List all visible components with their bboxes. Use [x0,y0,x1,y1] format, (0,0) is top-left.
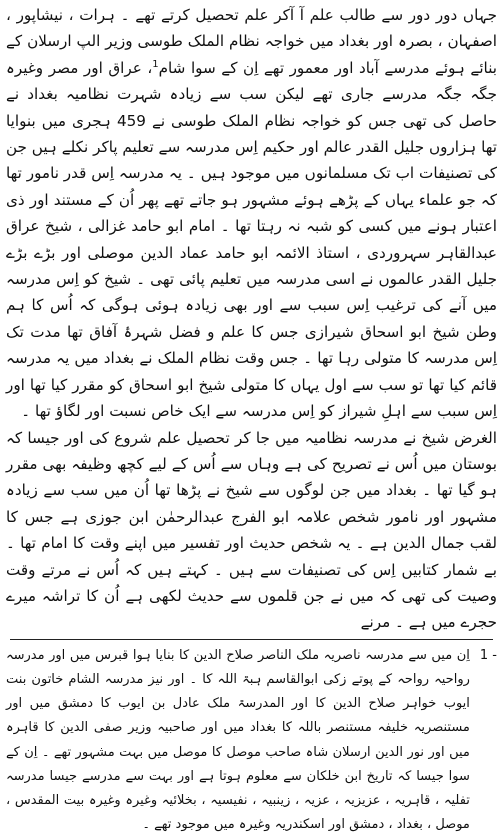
footnote-divider [10,639,493,640]
paragraph-text: جہاں دور دور سے طالب علم آ آکر علم تحصیل کرتے تھے ۔ ہرات ، نیشاپور ، اصفہان ، بصرہ اور بغداد میں خواجہ نظام الملک طوسی وزیر الپ ارسلان کے بنائے ہوئے مدرسے آباد اور معمور تھے اِن کے سوا شام [6,6,497,77]
paragraph [6,2,497,425]
footnote [6,644,497,837]
footnote-reference[interactable]: 1 [152,58,159,70]
paragraph: الغرض شیخ نے مدرسہ نظامیہ میں جا کر تحصیل علم شروع کی اور جیسا کہ بوستان میں اُس نے تصریح کی ہے وہاں سے اُس کے لیے کچھ وظیفہ بھی مقرر ہو گیا تھا ۔ بغداد میں جن لوگوں سے شیخ نے پڑھا تھا اُن میں سب سے زیادہ مشہور اور نامور شخص علامہ ابو الفرج عبدالرحمٰن ابن جوزی ہے جس کا لقب جمال الدین ہے ۔ یہ شخص حدیث اور تفسیر میں اپنے وقت کا امام تھا ۔ بے شمار کتابیں اِس کی تصنیفات سے ہیں ۔ کہتے ہیں کہ اُس نے مرتے وقت وصیت کی تھی کہ میں نے جن قلموں سے حدیث لکھی ہے اُن کا تراشہ میرے حجرے میں ہے ۔ مرنے [6,428,497,632]
main-text [6,2,497,636]
paragraph-text: ، عراق اور مصر وغیرہ جگہ جگہ مدرسے جاری تھے لیکن سب سے زیادہ شہرت نظامیہ بغداد نے حاصل کی تھی جس کو خواجہ نظام الملک طوسی نے 459 ہجری میں بنوایا تھا ہزاروں جلیل القدر عالم اور حکیم اِس مدرسہ سے تعلیم پاکر نکلے ہیں جن کی تصنیفات اب تک مسلمانوں میں موجود ہیں ۔ یہ مدرسہ اِس قدر نامور تھا کہ جو علماء یہاں کے پڑھے ہوئے مشہور ہو جاتے تھے پھر اُن کے مستند اور ذی اعتبار ہونے میں کسی کو شبہ نہ رہتا تھا ۔ امام ابو حامد غزالی ، شیخ عراق عبدالقاہر سہروردی ، استاذ الائمہ ابو حامد عماد الدین موصلی اور بڑے بڑے جلیل القدر عالموں نے اسی مدرسہ میں تعلیم پائی تھی ۔ شیخ کو اِس مدرسہ میں آنے کی ترغیب اِس سبب سے اور بھی زیادہ ہوئی ہوگی کہ اُس کا ہم وطن شیخ ابو اسحاق شیرازی جس کا علم و فضل شہرۂ آفاق تھا مدت تک اِس مدرسہ کا متولی رہا تھا ۔ جس وقت نظام الملک نے بغداد میں یہ مدرسہ قائم کیا تھا تو سب سے اول یہاں کا متولی شیخ ابو اسحاق کو مقرر کیا تھا اور اِس سبب سے اہلِ شیراز کو اِس مدرسہ سے ایک خاص نسبت اور لگاؤ تھا ۔ [6,58,497,421]
footnote-number: 1 - [479,647,497,663]
footnotes [6,644,497,837]
footnote-text: اِن میں سے مدرسہ ناصریہ ملک الناصر صلاح الدین کا بنایا ہوا قبرس میں اور مدرسہ رواحیہ رواحہ کے پوتے زکی ابوالقاسم ہبۃ اللہ کا ۔ اور نیز مدرسہ الشام خاتون بنت ایوب خواہر صلاح الدین کا اور المدرسۃ ملک عادل بن ایوب کا دمشق میں اور مستنصریہ خلیفہ مستنصر باللہ کا بغداد میں اور صاحبیہ وزیر صفی الدین کا قاہرہ میں اور نور الدین ارسلان شاہ صاحب موصل کا موصل میں بہت مشہور تھے ۔ اِن کے سوا جیسا کہ تاریخ ابن خلکان سے معلوم ہوتا ہے اور بہت سے مدرسے جیسا مدرسہ تفلیہ ، قاہریہ ، عزیزیہ ، عزیہ ، زینبیہ ، نفیسیہ ، بخلائیہ وغیرہ وغیرہ بیت المقدس ، موصل ، بغداد ، دمشق اور اسکندریہ وغیرہ میں موجود تھے ۔ [6,647,470,833]
